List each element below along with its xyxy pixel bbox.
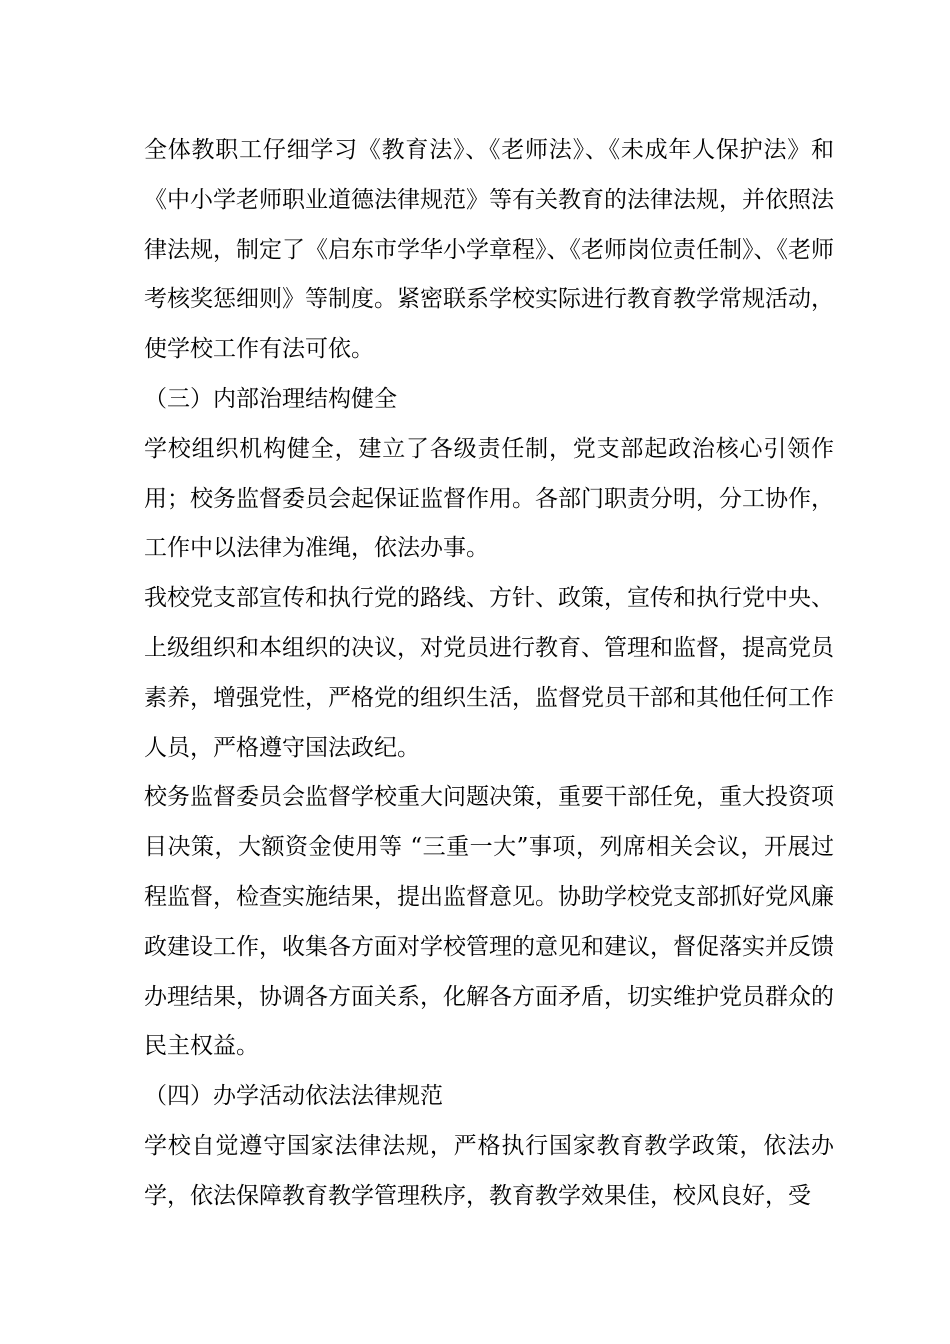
document-body	[144, 126, 834, 1222]
section-heading-school-activities: （四）办学活动依法法律规范	[144, 1083, 443, 1110]
paragraph-party-branch: 我校党支部宣传和执行党的路线、方针、政策，宣传和执行党中央、上级组织和本组织的决议，对党员进行教育、管理和监督，提高党员素养，增强党性，严格党的组织生活，监督党员干部和其他任何工作人员，严格遵守国法政纪。	[144, 585, 834, 761]
paragraph-laws-study: 全体教职工仔细学习《教育法》、《老师法》、《未成年人保护法》和《中小学老师职业道德法律规范》等有关教育的法律法规，并依照法律法规，制定了《启东市学华小学章程》、《老师岗位责任制》、《老师考核奖惩细则》等制度。紧密联系学校实际进行教育教学常规活动，使学校工作有法可依。	[144, 137, 834, 363]
paragraph-supervision-committee: 校务监督委员会监督学校重大问题决策，重要干部任免，重大投资项目决策，大额资金使用等 “三重一大”事项，列席相关会议，开展过程监督，检查实施结果，提出监督意见。协助学校党支部抓好党风廉政建设工作，收集各方面对学校管理的意见和建议，督促落实并反馈办理结果，协调各方面关系，化解各方面矛盾，切实维护党员群众的民主权益。	[144, 784, 834, 1060]
paragraph-organization: 学校组织机构健全，建立了各级责任制，党支部起政治核心引领作用；校务监督委员会起保证监督作用。各部门职责分明，分工协作，工作中以法律为准绳，依法办事。	[144, 435, 834, 562]
section-heading-governance: （三）内部治理结构健全	[144, 385, 397, 412]
paragraph-law-compliance: 学校自觉遵守国家法律法规，严格执行国家教育教学政策，依法办学，依法保障教育教学管理秩序，教育教学效果佳，校风良好，受	[144, 1132, 834, 1209]
